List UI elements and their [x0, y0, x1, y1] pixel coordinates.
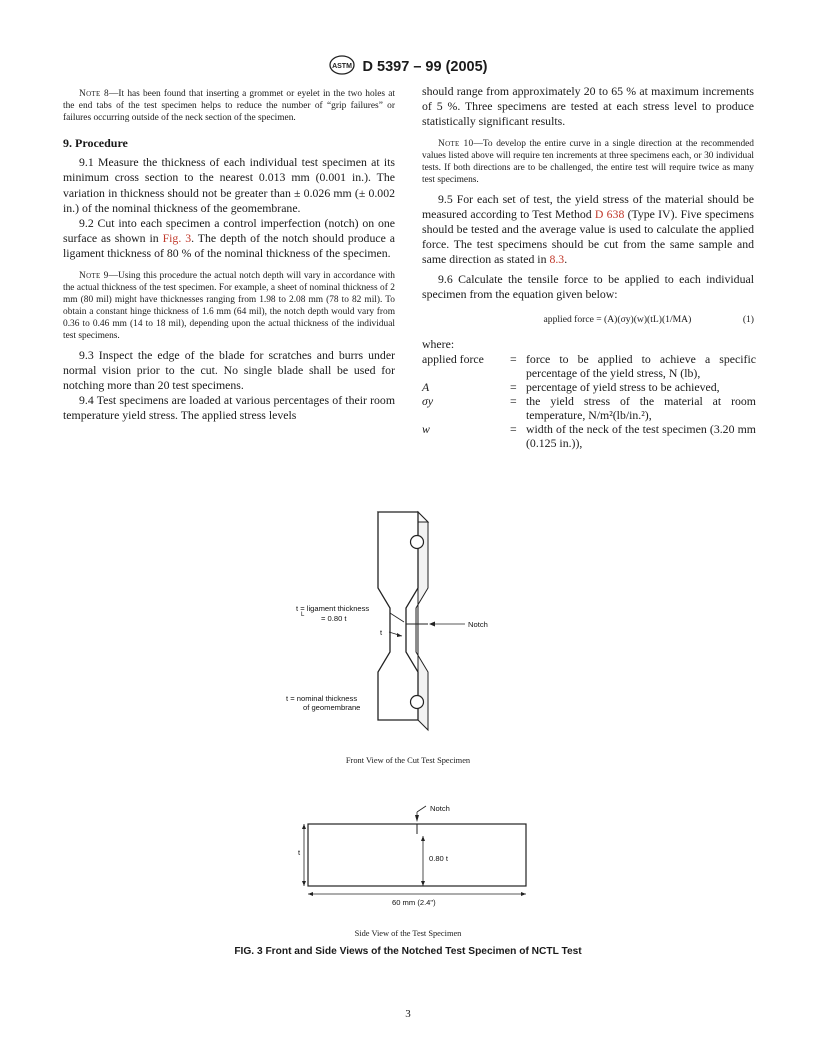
section-8-3-link[interactable]: 8.3 [549, 252, 565, 267]
top-hole [411, 536, 424, 549]
paragraph-9-4-continued: should range from approximately 20 to 65 % at maximum increments of 5 %. Three specimens are tested at each stress level to produce statistically significant results. [422, 84, 754, 129]
note-text: —Using this procedure the actual notch depth will vary in accordance with the actual thickness of the test specimen. For example, a sheet of nominal thickness of 2 mm (80 mil) might have thicknesses ranging from 1.98 to 2.08 mm (78 to 82 mil). To obtain a constant hinge thickness of 1.6 mm (64 mil), the notch depth would vary from 0.36 to 0.46 mm (14 to 18 mil), depending upon the actual thickness of the individual test specimens. [63, 270, 395, 341]
paragraph-text: (Type IV). Five specimens should be tested and the average value is used to calculate the applied force. The test specimens should be cut from the same sample and same direction as stated in [422, 206, 754, 267]
nominal-thickness-label: t = nominal thickness [286, 694, 358, 703]
paragraph-9-4: 9.4 Test specimens are loaded at various percentages of their room temperature yield stress. The applied stress levels [63, 393, 395, 423]
svg-text:ASTM: ASTM [331, 63, 352, 70]
definition-row [422, 380, 756, 394]
definition-symbol: w [422, 422, 430, 437]
right-column [422, 84, 754, 450]
note-label: Note 8 [79, 89, 110, 99]
left-column [63, 88, 395, 424]
page-number: 3 [405, 1008, 411, 1020]
figure-caption: FIG. 3 Front and Side Views of the Notched Test Specimen of NCTL Test [234, 946, 582, 957]
equation-1 [422, 312, 754, 327]
paragraph-text: 9.2 Cut into each specimen a control imperfection (notch) on one surface as shown in [63, 216, 395, 246]
paragraph-9-5 [422, 192, 754, 268]
side-thickness-label: t [298, 848, 301, 857]
definition-text: the yield stress of the material at room temperature, N/m²(lb/in.²), [526, 394, 756, 423]
ligament-value-label: = 0.80 t [321, 614, 347, 623]
definitions-table [422, 352, 756, 450]
definition-equals: = [510, 352, 517, 367]
ligament-thickness-label [296, 604, 369, 613]
definition-row [422, 422, 756, 450]
equation-number: (1) [742, 314, 754, 326]
definition-equals: = [510, 380, 517, 395]
side-view-caption: Side View of the Test Specimen [354, 929, 462, 938]
note-text: —It has been found that inserting a grommet or eyelet in the two holes at the end tabs of the test specimen helps to reduce the number of “grip failures” or failures occurring outside of the neck section of the specimen. [63, 89, 395, 123]
definition-equals: = [510, 422, 517, 437]
paragraph-9-1: 9.1 Measure the thickness of each individual test specimen at its minimum cross section to the nearest 0.013 mm (0.001 in.). The variation in thickness should not be greater than ± 0.026 mm (± 0.002 in.) of the nominal thickness of the geomembrane. [63, 155, 395, 215]
side-notch-label: Notch [430, 804, 450, 813]
label-text: t = ligament thickness [296, 604, 370, 613]
paragraph-9-2 [63, 216, 395, 262]
paragraph-9-6: 9.6 Calculate the tensile force to be applied to each individual specimen from the equation given below: [422, 271, 754, 301]
definition-row [422, 394, 756, 422]
front-notch-label: Notch [468, 620, 488, 629]
note-8 [63, 88, 395, 124]
fig-3-link[interactable]: Fig. 3 [162, 231, 192, 246]
section-heading: 9. Procedure [63, 136, 128, 150]
note-10 [422, 138, 754, 186]
thickness-t-label: t [380, 628, 383, 637]
definition-symbol: applied force [422, 352, 484, 367]
definition-row [422, 352, 756, 380]
bottom-hole [411, 696, 424, 709]
paragraph-text: . [564, 252, 568, 267]
side-view-drawing [296, 800, 536, 910]
paragraph-9-3: 9.3 Inspect the edge of the blade for scratches and burrs under normal vision prior to the cut. No single blade shall be used for notching more than 20 test specimens. [63, 347, 395, 393]
note-text: —To develop the entire curve in a single direction at the recommended values listed above will require ten increments at three specimens each, or 30 individual tests. If both directions are to be challenged, the entire test will require twice as many test specimens. [422, 138, 754, 185]
definition-text: force to be applied to achieve a specific percentage of the yield stress, N (lb), [526, 352, 756, 381]
nominal-thickness-label-2: of geomembrane [303, 703, 361, 712]
ligament-subscript: L [301, 612, 305, 618]
astm-logo-icon [329, 55, 355, 79]
length-label: 60 mm (2.4") [392, 898, 436, 907]
notch-depth-label: 0.80 t [429, 854, 448, 863]
note-label: Note 10 [438, 138, 474, 149]
front-view-caption: Front View of the Cut Test Specimen [345, 756, 471, 765]
definition-symbol: σy [422, 394, 434, 409]
where-label: where: [422, 337, 455, 352]
d638-link[interactable]: D 638 [594, 206, 625, 221]
note-label: Note 9 [79, 270, 109, 281]
document-designation: D 5397 – 99 (2005) [362, 59, 488, 75]
equation-body: applied force = (A)(σy)(w)(tL)(1/MA) [543, 314, 692, 326]
paragraph-text: . The depth of the notch should produce a ligament thickness of 80 % of the nominal thickness of the specimen. [63, 231, 395, 261]
definition-symbol: A [422, 380, 430, 395]
definition-equals: = [510, 394, 517, 409]
page-header [0, 55, 816, 79]
note-9 [63, 270, 395, 342]
definition-text: width of the neck of the test specimen (3.20 mm (0.125 in.)), [526, 422, 756, 451]
paragraph-text: 9.5 For each set of test, the yield stress of the material should be measured according to Test Method [422, 191, 754, 221]
definition-text: percentage of yield stress to be achieved, [526, 380, 720, 395]
